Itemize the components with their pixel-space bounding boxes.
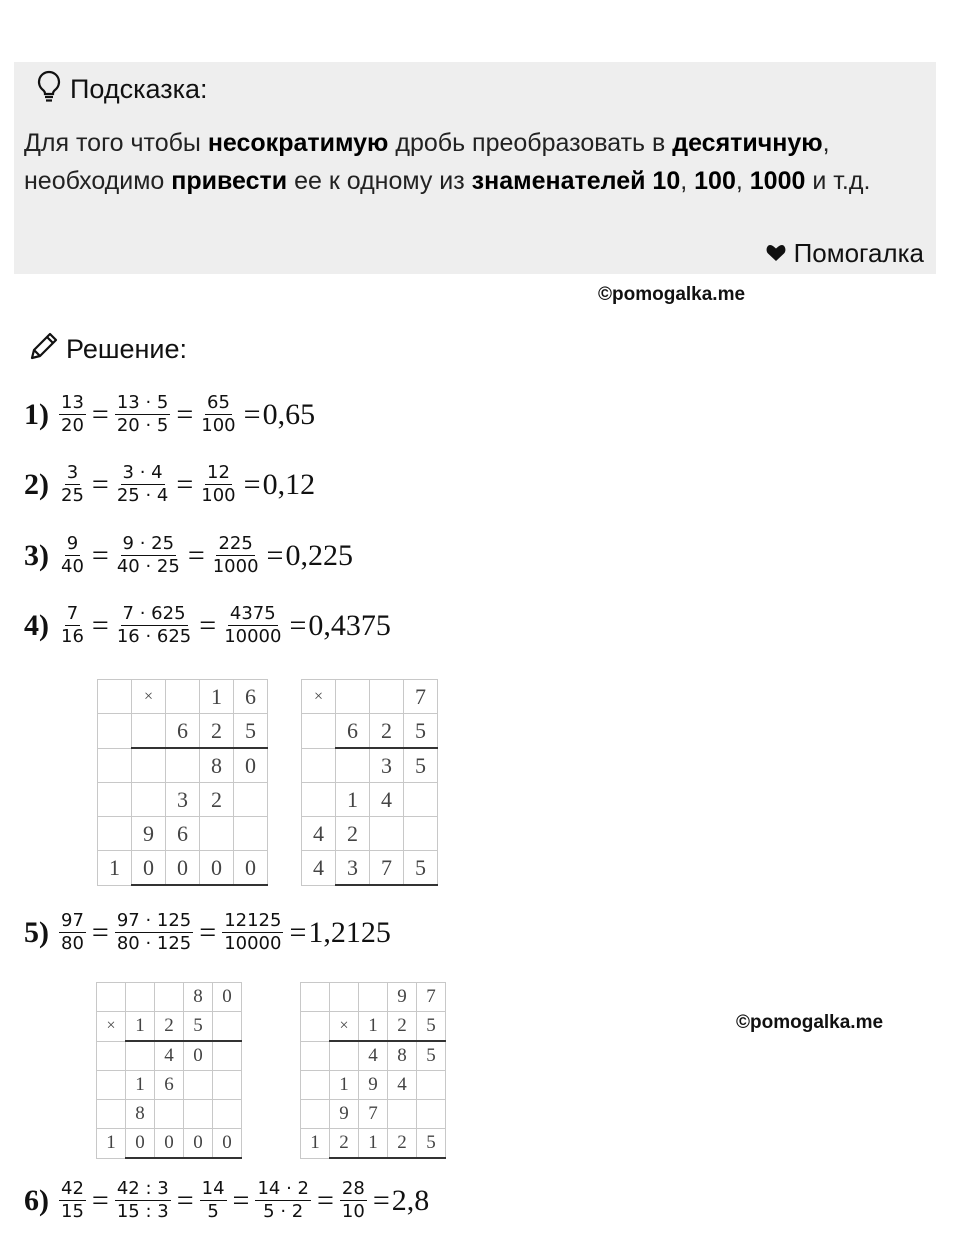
hint-text-part: , bbox=[680, 167, 695, 195]
hint-box bbox=[14, 62, 936, 274]
grid-row bbox=[98, 714, 268, 749]
numerator: 42 bbox=[61, 1178, 84, 1199]
hint-text-part: привести bbox=[171, 167, 288, 195]
grid-row bbox=[302, 748, 438, 783]
lightbulb-icon bbox=[36, 70, 62, 109]
grid-cell: 0 bbox=[166, 851, 200, 886]
grid-cell bbox=[301, 1071, 330, 1100]
grid-cell: 6 bbox=[234, 680, 268, 714]
grid-cell bbox=[126, 983, 155, 1012]
decimal-result: 0,12 bbox=[262, 467, 316, 501]
fraction bbox=[59, 603, 86, 648]
fraction bbox=[200, 1178, 227, 1223]
solution-line bbox=[24, 910, 391, 955]
numerator: 7 · 625 bbox=[122, 603, 186, 624]
grid-cell: 6 bbox=[155, 1071, 184, 1100]
hint-signature bbox=[766, 238, 924, 269]
denominator: 80 bbox=[61, 933, 84, 954]
denominator: 80 · 125 bbox=[116, 933, 192, 954]
equals-sign: = bbox=[316, 1183, 334, 1217]
grid-cell: × bbox=[302, 680, 336, 714]
grid-cell bbox=[417, 1071, 446, 1100]
grid-row bbox=[97, 1071, 242, 1100]
grid-cell: 7 bbox=[417, 983, 446, 1012]
grid-cell: 3 bbox=[370, 748, 404, 783]
grid-cell: 5 bbox=[404, 748, 438, 783]
multiplication-grid bbox=[97, 679, 268, 886]
grid-cell: 1 bbox=[126, 1071, 155, 1100]
denominator: 10000 bbox=[224, 626, 282, 647]
grid-row bbox=[302, 851, 438, 886]
grid-cell: 2 bbox=[370, 714, 404, 749]
grid-cell: 7 bbox=[404, 680, 438, 714]
grid-cell bbox=[302, 783, 336, 817]
grid-cell: 2 bbox=[336, 817, 370, 851]
numerator: 9 · 25 bbox=[122, 533, 175, 554]
solution-line bbox=[24, 392, 315, 437]
numerator: 97 bbox=[61, 910, 84, 931]
fraction bbox=[59, 462, 86, 507]
fraction bbox=[115, 533, 182, 578]
grid-cell bbox=[184, 1071, 213, 1100]
grid-cell bbox=[336, 748, 370, 783]
line-number: 5) bbox=[24, 915, 49, 949]
watermark-top: ©pomogalka.me bbox=[598, 284, 746, 305]
numerator: 28 bbox=[341, 1178, 365, 1199]
grid-cell bbox=[301, 1012, 330, 1042]
numerator: 14 · 2 bbox=[257, 1178, 309, 1199]
grid-cell bbox=[97, 983, 126, 1012]
grid-cell: 5 bbox=[417, 1041, 446, 1071]
grid-cell: 5 bbox=[184, 1012, 213, 1042]
grid-cell: 2 bbox=[388, 1012, 417, 1042]
denominator: 25 · 4 bbox=[116, 485, 169, 506]
grid-cell bbox=[213, 1041, 242, 1071]
denominator: 10000 bbox=[224, 933, 282, 954]
equals-sign: = bbox=[176, 397, 194, 431]
grid-cell: 1 bbox=[336, 783, 370, 817]
hint-text-part: несократимую bbox=[207, 129, 389, 157]
fraction bbox=[340, 1178, 367, 1223]
grid-row bbox=[302, 680, 438, 714]
grid-cell bbox=[370, 817, 404, 851]
grid-cell bbox=[213, 1012, 242, 1042]
multiplication-grid bbox=[96, 982, 242, 1159]
grid-cell: 4 bbox=[388, 1071, 417, 1100]
grid-cell bbox=[301, 1041, 330, 1071]
grid-cell bbox=[234, 783, 268, 817]
denominator: 15 bbox=[61, 1201, 84, 1222]
equals-sign: = bbox=[289, 915, 307, 949]
grid-row bbox=[97, 1041, 242, 1071]
numerator: 3 · 4 bbox=[122, 462, 163, 483]
grid-cell: 5 bbox=[404, 851, 438, 886]
grid-cell: 0 bbox=[213, 1129, 242, 1159]
line-number: 3) bbox=[24, 538, 49, 572]
denominator: 16 bbox=[61, 626, 84, 647]
grid-cell: 1 bbox=[359, 1129, 388, 1159]
hint-text-part: ее к одному из bbox=[287, 167, 472, 195]
grid-cell bbox=[330, 1041, 359, 1071]
solution-line bbox=[24, 1178, 429, 1223]
equals-sign: = bbox=[372, 1183, 390, 1217]
hint-text-part: Для того чтобы bbox=[24, 129, 208, 157]
equals-sign: = bbox=[91, 538, 109, 572]
numerator: 97 · 125 bbox=[116, 910, 192, 931]
solution-line bbox=[24, 462, 315, 507]
grid-row bbox=[98, 851, 268, 886]
equals-sign: = bbox=[232, 1183, 250, 1217]
grid-row bbox=[97, 983, 242, 1012]
numerator: 12125 bbox=[224, 910, 282, 931]
grid-cell bbox=[370, 680, 404, 714]
denominator: 16 · 625 bbox=[116, 626, 192, 647]
grid-row bbox=[98, 817, 268, 851]
grid-cell bbox=[155, 983, 184, 1012]
grid-row bbox=[302, 817, 438, 851]
grid-cell: 5 bbox=[234, 714, 268, 749]
grid-cell bbox=[97, 1100, 126, 1129]
grid-cell bbox=[166, 680, 200, 714]
equals-sign: = bbox=[176, 1183, 194, 1217]
grid-cell: 7 bbox=[370, 851, 404, 886]
fraction bbox=[222, 910, 283, 955]
grid-cell: 4 bbox=[370, 783, 404, 817]
decimal-result: 0,225 bbox=[285, 538, 353, 572]
grid-cell: 5 bbox=[417, 1129, 446, 1159]
grid-row bbox=[98, 680, 268, 714]
numerator: 9 bbox=[66, 533, 79, 554]
grid-cell: 8 bbox=[126, 1100, 155, 1129]
grid-row bbox=[301, 1041, 446, 1071]
denominator: 100 bbox=[201, 485, 236, 506]
hint-text-part: знаменателей 10 bbox=[471, 167, 681, 195]
fraction bbox=[59, 910, 86, 955]
grid-cell: 4 bbox=[359, 1041, 388, 1071]
grid-cell: 4 bbox=[302, 851, 336, 886]
grid-cell: 1 bbox=[301, 1129, 330, 1159]
grid-cell: 0 bbox=[213, 983, 242, 1012]
grid-row bbox=[98, 783, 268, 817]
fraction bbox=[222, 603, 283, 648]
grid-cell: 2 bbox=[200, 783, 234, 817]
hint-text-part: 100 bbox=[694, 167, 736, 195]
grid-cell: × bbox=[97, 1012, 126, 1042]
equals-sign: = bbox=[199, 915, 217, 949]
equals-sign: = bbox=[243, 397, 261, 431]
grid-cell: 0 bbox=[234, 748, 268, 783]
grid-cell: 5 bbox=[404, 714, 438, 749]
grid-row bbox=[97, 1012, 242, 1042]
grid-cell bbox=[388, 1100, 417, 1129]
grid-row bbox=[301, 983, 446, 1012]
line-number: 2) bbox=[24, 467, 49, 501]
denominator: 10 bbox=[341, 1201, 365, 1222]
grid-row bbox=[301, 1071, 446, 1100]
grid-cell bbox=[98, 680, 132, 714]
decimal-result: 2,8 bbox=[391, 1183, 430, 1217]
grid-cell bbox=[200, 817, 234, 851]
denominator: 5 bbox=[207, 1201, 219, 1222]
grid-row bbox=[98, 748, 268, 783]
hint-text bbox=[24, 124, 924, 200]
denominator: 100 bbox=[201, 415, 236, 436]
denominator: 15 : 3 bbox=[116, 1201, 169, 1222]
equals-sign: = bbox=[199, 608, 217, 642]
denominator: 40 · 25 bbox=[116, 556, 180, 577]
grid-cell: 0 bbox=[200, 851, 234, 886]
decimal-result: 0,4375 bbox=[308, 608, 391, 642]
grid-cell bbox=[155, 1100, 184, 1129]
grid-cell: 2 bbox=[155, 1012, 184, 1042]
solution-header bbox=[28, 330, 187, 369]
denominator: 1000 bbox=[212, 556, 259, 577]
fraction bbox=[59, 533, 86, 578]
grid-cell bbox=[132, 748, 166, 783]
heart-icon bbox=[766, 238, 786, 269]
hint-title: Подсказка: bbox=[70, 74, 208, 104]
denominator: 25 bbox=[61, 485, 84, 506]
fraction bbox=[115, 462, 171, 507]
grid-cell bbox=[302, 748, 336, 783]
numerator: 13 bbox=[61, 392, 84, 413]
grid-cell: 2 bbox=[330, 1129, 359, 1159]
grid-cell: 1 bbox=[98, 851, 132, 886]
grid-cell: 6 bbox=[336, 714, 370, 749]
grid-cell: 9 bbox=[388, 983, 417, 1012]
grid-cell bbox=[166, 748, 200, 783]
hint-text-part: , необходимо bbox=[24, 129, 830, 195]
grid-cell bbox=[184, 1100, 213, 1129]
grid-cell bbox=[359, 983, 388, 1012]
grid-cell: 1 bbox=[200, 680, 234, 714]
grid-cell: 4 bbox=[302, 817, 336, 851]
grid-cell bbox=[336, 680, 370, 714]
grid-cell: 9 bbox=[330, 1100, 359, 1129]
denominator: 40 bbox=[61, 556, 84, 577]
grid-cell: 1 bbox=[330, 1071, 359, 1100]
grid-cell: 1 bbox=[359, 1012, 388, 1042]
grid-row bbox=[301, 1129, 446, 1159]
signature-text: Помогалка bbox=[793, 238, 924, 268]
grid-cell: 6 bbox=[166, 817, 200, 851]
grid-cell: × bbox=[132, 680, 166, 714]
equals-sign: = bbox=[91, 915, 109, 949]
denominator: 20 · 5 bbox=[116, 415, 169, 436]
fraction bbox=[59, 1178, 86, 1223]
denominator: 5 · 2 bbox=[263, 1201, 304, 1222]
numerator: 14 bbox=[201, 1178, 225, 1199]
grid-cell bbox=[132, 714, 166, 749]
grid-cell: 0 bbox=[184, 1129, 213, 1159]
hint-text-part: и т.д. bbox=[805, 167, 871, 195]
pencil-icon bbox=[28, 330, 60, 369]
fraction bbox=[199, 462, 237, 507]
hint-text-part: 1000 bbox=[749, 167, 806, 195]
equals-sign: = bbox=[91, 397, 109, 431]
hint-text-part: дробь преобразовать в bbox=[388, 129, 673, 157]
grid-cell bbox=[302, 714, 336, 749]
grid-cell bbox=[97, 1041, 126, 1071]
hint-text-part: , bbox=[735, 167, 750, 195]
grid-cell bbox=[213, 1100, 242, 1129]
grid-cell: 0 bbox=[132, 851, 166, 886]
multiplication-grid bbox=[300, 982, 446, 1159]
equals-sign: = bbox=[243, 467, 261, 501]
fraction bbox=[255, 1178, 311, 1223]
grid-cell: 9 bbox=[132, 817, 166, 851]
grid-cell: 0 bbox=[184, 1041, 213, 1071]
solution-line bbox=[24, 533, 353, 578]
solution-title: Решение: bbox=[66, 334, 188, 364]
fraction bbox=[115, 1178, 171, 1223]
equals-sign: = bbox=[91, 608, 109, 642]
grid-cell bbox=[98, 783, 132, 817]
grid-row bbox=[97, 1100, 242, 1129]
equals-sign: = bbox=[266, 538, 284, 572]
grid-row bbox=[302, 783, 438, 817]
hint-text-part: десятичную bbox=[672, 129, 823, 157]
grid-cell bbox=[417, 1100, 446, 1129]
grid-cell: 4 bbox=[155, 1041, 184, 1071]
numerator: 65 bbox=[207, 392, 230, 413]
grid-cell: 0 bbox=[126, 1129, 155, 1159]
grid-cell: 1 bbox=[97, 1129, 126, 1159]
line-number: 6) bbox=[24, 1183, 49, 1217]
numerator: 13 · 5 bbox=[116, 392, 169, 413]
equals-sign: = bbox=[187, 538, 205, 572]
grid-cell bbox=[213, 1071, 242, 1100]
grid-cell bbox=[97, 1071, 126, 1100]
line-number: 4) bbox=[24, 608, 49, 642]
fraction bbox=[115, 392, 171, 437]
numerator: 12 bbox=[207, 462, 230, 483]
grid-cell bbox=[98, 817, 132, 851]
grid-cell: 5 bbox=[417, 1012, 446, 1042]
grid-row bbox=[302, 714, 438, 749]
fraction bbox=[199, 392, 237, 437]
equals-sign: = bbox=[91, 467, 109, 501]
grid-cell bbox=[98, 748, 132, 783]
hint-header bbox=[36, 70, 208, 109]
grid-cell: 3 bbox=[336, 851, 370, 886]
grid-cell bbox=[404, 783, 438, 817]
grid-cell: 6 bbox=[166, 714, 200, 749]
numerator: 4375 bbox=[229, 603, 276, 624]
grid-cell: 9 bbox=[359, 1071, 388, 1100]
grid-cell: 0 bbox=[234, 851, 268, 886]
grid-cell: 8 bbox=[200, 748, 234, 783]
solution-line bbox=[24, 603, 391, 648]
equals-sign: = bbox=[176, 467, 194, 501]
multiplication-grid bbox=[301, 679, 438, 886]
grid-cell bbox=[301, 983, 330, 1012]
grid-cell bbox=[132, 783, 166, 817]
denominator: 20 bbox=[61, 415, 84, 436]
watermark-middle: ©pomogalka.me bbox=[736, 1012, 884, 1033]
grid-cell: 8 bbox=[388, 1041, 417, 1071]
grid-cell bbox=[404, 817, 438, 851]
fraction bbox=[211, 533, 261, 578]
equals-sign: = bbox=[91, 1183, 109, 1217]
grid-row bbox=[301, 1012, 446, 1042]
fraction bbox=[115, 603, 193, 648]
grid-cell: 1 bbox=[126, 1012, 155, 1042]
grid-cell: 7 bbox=[359, 1100, 388, 1129]
grid-cell bbox=[126, 1041, 155, 1071]
numerator: 7 bbox=[66, 603, 79, 624]
grid-cell bbox=[234, 817, 268, 851]
grid-cell bbox=[301, 1100, 330, 1129]
numerator: 42 : 3 bbox=[116, 1178, 169, 1199]
grid-cell: 2 bbox=[388, 1129, 417, 1159]
grid-cell: × bbox=[330, 1012, 359, 1042]
grid-cell: 8 bbox=[184, 983, 213, 1012]
grid-cell: 2 bbox=[200, 714, 234, 749]
grid-row bbox=[97, 1129, 242, 1159]
decimal-result: 0,65 bbox=[262, 397, 316, 431]
grid-cell: 0 bbox=[155, 1129, 184, 1159]
grid-cell bbox=[330, 983, 359, 1012]
numerator: 225 bbox=[218, 533, 253, 554]
equals-sign: = bbox=[289, 608, 307, 642]
decimal-result: 1,2125 bbox=[308, 915, 391, 949]
grid-row bbox=[301, 1100, 446, 1129]
grid-cell: 3 bbox=[166, 783, 200, 817]
fraction bbox=[115, 910, 193, 955]
fraction bbox=[59, 392, 86, 437]
numerator: 3 bbox=[66, 462, 79, 483]
grid-cell bbox=[98, 714, 132, 749]
line-number: 1) bbox=[24, 397, 49, 431]
